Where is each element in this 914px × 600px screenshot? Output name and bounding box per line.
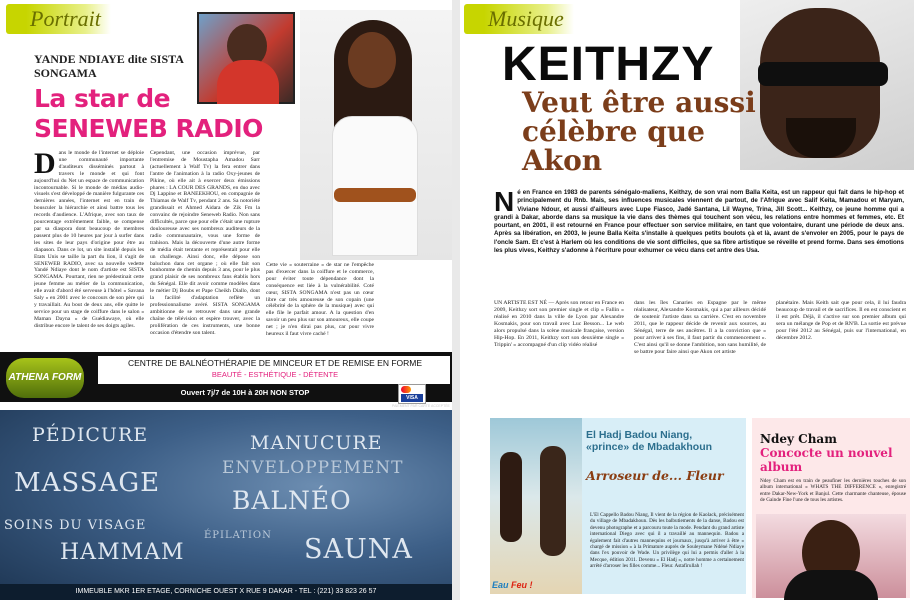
lede-text: é en France en 1983 de parents sénégalo-maliens, Keithzy, de son vrai nom Balla Keita, est un rappeur qui fait dans le hip-hop et principalement du Rnb. Mais, ses influences musicales viennent de partout, de l'Afrique avec Salif Keita, Mamadou et Maryam, Viviane Ndour, et aussi d'ailleurs avec Lupe Fiasco, Jadé Santana, Lil Wayne, Trina, Jill Scott... Keithzy, ce jeune homme qui a grandi à Dakar, aborde dans sa musique la vie dans des thèmes qui touchent son vécu, les relations entre hommes et femmes, etc. Et pourtant, en 2001, il est retourné en France pour effectuer son service militaire, en tant que volontaire, durant une période de deux ans. Après sa libération, en 2003, le jeune Balla Keita s'installe à quelques petits boulots çà et là, avant de s'envoler en 2005, pour le pays de l'oncle Sam. Et c'est à Harlem où les conditions de vie sont difficiles, que sa fibre artistique se réveille et prend forme. Dans ses émotions les plus vives, Keithzy s'adonne à l'écriture pour exhumer ce vécu dans cet antre des Usa. <box>494 189 904 255</box>
article-column-2 <box>150 150 260 350</box>
box-title: Arroseur de... Fleur <box>586 468 724 483</box>
service-word: ÉPILATION <box>204 530 272 541</box>
photo-person-shape <box>500 452 522 542</box>
visa-icon: VISA <box>401 394 423 402</box>
service-word: ENVELOPPEMENT <box>222 458 404 478</box>
article-column-1 <box>494 300 624 349</box>
box-body: Ndey Cham est en train de peaufiner les dernières touches de son album international « WHATS THE DIFFERENCE », enregistré entre Dakar-New-York et Banjul. Cette charmante chanteuse, épouse de Gainde Fine l'une de tous les artistes. <box>760 478 906 504</box>
article-column-3 <box>776 300 906 342</box>
column-1-text: UN ARTISTE EST NÉ — Après son retour en France en 2009, Keithzy sort son premier single et clip « Fallin » réalisé en 2010 dans la ville de Lyon par Alexandre Kosmakis, pour son travail avec Luc Besson... Le web alors propulsé dans la scène musicale française, version Hip-Hop. En 2011, Keithzy sort son deuxième single « Trippin' » accompagné d'un clip vidéo réalisé <box>494 300 624 348</box>
ad-address: IMMEUBLE MKR 1ER ETAGE, CORNICHE OUEST X RUE 9 DAKAR - TEL : (221) 33 823 26 57 <box>0 584 452 600</box>
payment-cards-icon <box>398 384 426 404</box>
service-word: MASSAGE <box>14 468 161 498</box>
section-badge-musique <box>464 4 582 34</box>
box-name: Ndey Cham <box>760 432 837 446</box>
badge-color-block <box>464 4 484 34</box>
article-column-3 <box>266 262 374 350</box>
ad-heading: CENTRE DE BALNÉOTHÉRAPIE DE MINCEUR ET DE REMISE EN FORME <box>127 358 423 368</box>
page-gutter <box>452 0 460 600</box>
service-word: BALNÉO <box>232 486 352 515</box>
photo-caption <box>492 580 533 590</box>
column-1-text: ans le monde de l'internet se déploie une communauté importante d'auditeurs disséminés partout à travers le monde et qui font aujourd'hui du Net un espace de communication incontournable. Si le monde de médias audio-visuels s'est développé de manière fulgurante ces dernières années, l'internet est en train de bousculer la hiérarchie et ainsi battre tous les records d'audience. L'Afrique, avec son taux de pourcentage extrêmement faible, se compense par sa diaspora dont beaucoup de membres passent plus de 10 heures par jour à surfer dans les sites de leur pays d'origine pour être au diapason. Dans ce lot, un site installé depuis les Etats Unis se taille la part du lion, il s'agit de SENEWEB RADIO, avec sa nouvelle vedette Yandé Ndiaye dont le nom d'artiste est SISTA SONGAMA. Pourtant, rien ne prédestinait cette jeune femme au métier de la communication, elle avait d'abord été serveuse à l'hôtel « Savana Saly » en 2001 avec le concours de son père qui y travaillait. Au bout de deux ans, elle quitte le service pour un stage de coiffure dans le salon « Maman Dayna » de Guédiawaye, où elle distribue encore le talent de ses doigts agiles. <box>34 150 144 329</box>
caption-eau: Eau <box>492 580 509 590</box>
caption-feu: Feu ! <box>511 580 533 590</box>
photo-dress-shape <box>332 116 418 256</box>
photo-belt-shape <box>334 188 416 202</box>
section-badge-portrait <box>6 4 119 34</box>
drop-cap: N <box>494 186 515 217</box>
sista-songama-portrait-photo <box>300 10 452 260</box>
article-headline: KEITHZY <box>502 38 715 91</box>
payment-note: PAIEMENT PAR CARTE ACCEPTÉE <box>392 404 450 408</box>
beach-couple-photo <box>490 418 582 594</box>
article-title-line2: SENEWEB RADIO <box>34 114 263 143</box>
article-subheadline: Veut être aussi célèbre que Akon <box>522 86 756 177</box>
section-label: Portrait <box>26 4 111 34</box>
keithzy-portrait-photo <box>740 0 914 170</box>
article-kicker: YANDE NDIAYE dite SISTA SONGAMA <box>34 52 184 80</box>
column-3-text: Cette vie « souterraine » de star ne l'empêche pas d'exercer dans la coiffure et le commerce, pour éviter toute dépendance dont la conséquence est liée à la vulnérabilité. Coté cœur, SISTA SONGAMA n'est pas un cœur libre car très amoureuse de son copain (une célébrité de la sphère de la musique) avec qui elle file le parfait amour. A la question d'en savoir un peu plus sur son amoureux, elle coupe net ; je n'en dirai pas plus, car pour vivre heureux il faut vivre caché ! <box>266 262 374 338</box>
ndey-cham-photo <box>756 514 906 598</box>
column-2-text: Cependant, une occasion imprévue, par l'entremise de Moustapha Amadou Sarr (actuellement à Walf Tv) la fera entrer dans l'antre de l'animation à la radio Oxy-jeunes de Pikine, où elle ait à exercer deux émissions phares : LA COUR DES GRANDS, en duo avec Dj Lappine et BANEEKHOU, en compagnie de Thiamas de Walf Tv, pendant 2 ans. Sa notoriété grandissait et Ahmed Aidara de Zik Fm la convainc de rejoindre Seneweb Radio. Non sans difficultés, parce que pour elle c'était une rupture douloureuse avec ses nombreux auditeurs de la radio communautaire, vous une forme de trahison. Mais la découverte d'une autre forme de média était tentante et représentait pour elle un challenge. Ainsi donc, elle dépose son baluchon dans cet organe ; où elle fait son bonhomme de chemin depuis 3 ans, pour le plus grand plaisir de ses nombreux fans établis hors du Sénégal. Elle dit avoir comme modèles dans le métier Dj Boubs et Pape Cheikh Diallo, dont la facilité d'adaptation reflète un professionnalisme avéré. SISTA SONGAMA ambitionne de se retrouver dans une grande chaîne de télévision et espère trouver, avec la prolifération de ces instruments, une bonne occasion d'étendre son talent. <box>150 150 260 336</box>
badge-color-block <box>6 4 26 34</box>
photo-sunglasses-shape <box>758 62 888 86</box>
mastercard-icon <box>401 386 411 393</box>
athena-form-logo: ATHENA FORM <box>6 358 84 398</box>
section-label: Musique <box>484 4 574 34</box>
box-title <box>760 432 906 474</box>
column-3-text: planétaire. Mais Keith sait que pour cela, il lui faudra beaucoup de travail et de sacrifices. Il en est conscient et il est prêt. Déjà, il s'active sur son premier album qui sera un mélange de Pop et de RN'B. La sortie est prévue pour l'été 2012 au Sénégal, puis sur l'international, en décembre 2012. <box>776 300 906 341</box>
box-kicker: El Hadj Badou Niang, «prince» de Mbadakhoun <box>586 429 713 453</box>
ad-subheading: BEAUTÉ - ESTHÉTIQUE - DÉTENTE <box>211 370 339 379</box>
photo-person-shape <box>540 446 566 556</box>
service-word: PÉDICURE <box>32 424 149 446</box>
article-column-2 <box>634 300 766 356</box>
article-column-1 <box>34 150 144 350</box>
photo-body-shape <box>784 570 878 600</box>
service-word: HAMMAM <box>60 540 185 565</box>
left-page <box>0 0 452 600</box>
article-lede <box>494 186 904 255</box>
service-word: SAUNA <box>304 534 413 565</box>
service-word: SOINS DU VISAGE <box>4 518 147 533</box>
article-title <box>34 84 263 144</box>
article-title-line1: La star de <box>34 84 171 113</box>
column-2-text: dans les îles Canaries en Espagne par le même réalisateur, Alexandre Kosmakis, qui a par ailleurs décidé de soutenir l'artiste dans sa carrière. C'est en novembre 2011, que le rappeur décide de revenir aux sources, au Sénégal, terre de ses ancêtres. Il a la conviction que « pour arriver à ses fins, il faut partir du commencement ». C'est ainsi qu'il se donne l'ambition, non sans humilité, de se battre pour faire ainsi que Akon cet artiste <box>634 300 766 355</box>
box-headline: Concocte un nouvel album <box>760 446 893 474</box>
ad-opening-hours: Ouvert 7j/7 de 10H à 20H NON STOP <box>180 388 310 397</box>
box-body: L'El Cappello Badou Niang, Il vient de la région de Kaolack, précisément du village de Mbadakhoun. Dès les balbutiements de la danse, Badou est devenu photographe et a parcouru toute la mode. Pendant du grand artiste international Diego avec qui il a travaillé au mannequin. Badou a également fait d'autres mannequins et journaux, jusqu'à arriver à être « chargé de mission » à la Primature auprès de Souleymane Ndéné Ndiaye dans l'ex pouvoir de Wade. Un privilège qui lui a permis d'aller à la Mecque, édition 2011. Devenu « El Hadj », notre homme a certainement arrêté d'arroser les filles comme... Fleur. Astafirullah ! <box>590 512 744 570</box>
service-word: MANUCURE <box>250 432 383 454</box>
photo-face-shape <box>348 32 396 88</box>
drop-cap: D <box>34 150 56 180</box>
